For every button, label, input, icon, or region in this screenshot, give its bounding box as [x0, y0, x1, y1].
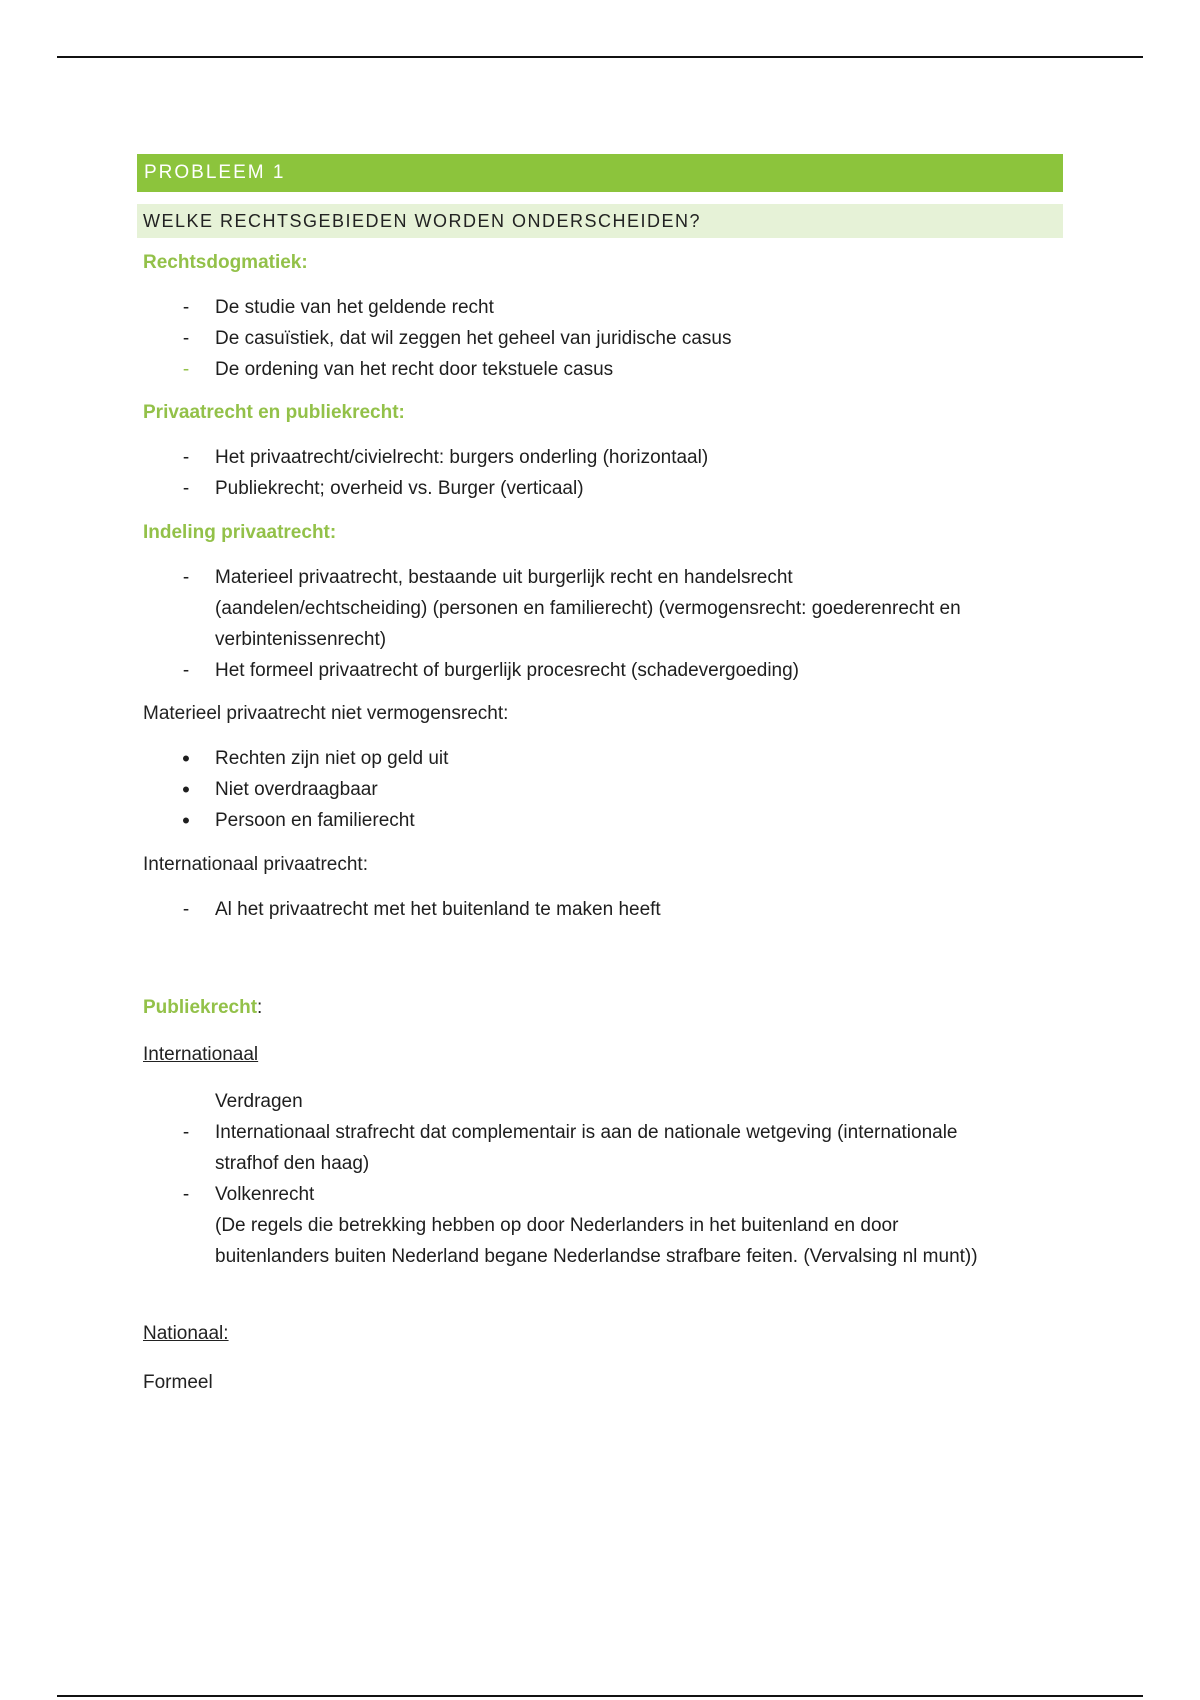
list-item-continuation: verbintenissenrecht): [215, 629, 387, 650]
subsection-title-internationaal: Internationaal: [143, 1044, 259, 1065]
bullet-marker: •: [182, 777, 190, 802]
top-rule: [57, 56, 1143, 58]
list-publiekrecht-internationaal: [137, 1086, 1063, 1272]
list-item: - Al het privaatrecht met het buitenland te maken heeft: [137, 894, 1063, 925]
bullet-marker: •: [182, 808, 190, 833]
dash-marker: -: [182, 1122, 190, 1143]
section-title-privaat-publiek: Privaatrecht en publiekrecht:: [143, 402, 405, 423]
section-title-internationaal-privaat: Internationaal privaatrecht:: [143, 854, 368, 875]
dash-marker: -: [182, 328, 190, 349]
list-item: - Het formeel privaatrecht of burgerlijk procesrecht (schadevergoeding): [137, 655, 1063, 686]
section-title-publiekrecht: Publiekrecht:: [143, 997, 263, 1018]
list-item-continuation: buitenlanders buiten Nederland begane Nederlandse strafbare feiten. (Vervalsing nl munt)): [215, 1246, 978, 1267]
bottom-rule: [57, 1695, 1143, 1697]
list-item-continuation: (aandelen/echtscheiding) (personen en familierecht) (vermogensrecht: goederenrecht en: [215, 598, 961, 619]
dash-marker: -: [182, 1184, 190, 1205]
list-internationaal-privaat: [137, 894, 1063, 925]
list-rechtsdogmatiek: [137, 292, 1063, 385]
section-title-niet-vermogensrecht: Materieel privaatrecht niet vermogensrecht:: [143, 703, 509, 724]
dash-marker: -: [182, 899, 190, 920]
list-item: Verdragen: [215, 1091, 303, 1112]
list-item: - Internationaal strafrecht dat complementair is aan de nationale wetgeving (internationale: [137, 1117, 1063, 1148]
list-item: • Persoon en familierecht: [137, 805, 1063, 836]
list-item-continuation: strafhof den haag): [215, 1153, 370, 1174]
list-item: • Rechten zijn niet op geld uit: [137, 743, 1063, 774]
dash-marker: -: [182, 297, 190, 318]
list-item: • Niet overdraagbaar: [137, 774, 1063, 805]
heading-probleem: PROBLEEM 1: [137, 154, 1063, 192]
list-privaat-publiek: [137, 442, 1063, 504]
dash-marker: -: [182, 660, 190, 681]
subsection-formeel: Formeel: [143, 1372, 213, 1393]
list-item: - De casuïstiek, dat wil zeggen het geheel van juridische casus: [137, 323, 1063, 354]
bullet-marker: •: [182, 746, 190, 771]
list-item: - De ordening van het recht door tekstuele casus: [137, 354, 1063, 385]
subheading-question: WELKE RECHTSGEBIEDEN WORDEN ONDERSCHEIDEN?: [137, 204, 1063, 238]
dash-marker: -: [182, 567, 190, 588]
dash-marker: -: [182, 447, 190, 468]
section-title-indeling: Indeling privaatrecht:: [143, 522, 337, 543]
list-item: - Het privaatrecht/civielrecht: burgers onderling (horizontaal): [137, 442, 1063, 473]
list-item: - Materieel privaatrecht, bestaande uit burgerlijk recht en handelsrecht: [137, 562, 1063, 593]
list-indeling: [137, 562, 1063, 686]
list-item-continuation: (De regels die betrekking hebben op door Nederlanders in het buitenland en door: [215, 1215, 899, 1236]
list-item: - Publiekrecht; overheid vs. Burger (verticaal): [137, 473, 1063, 504]
dash-marker: -: [182, 478, 190, 499]
list-item: - Volkenrecht: [137, 1179, 1063, 1210]
document-body: [137, 154, 1063, 1394]
subsection-title-nationaal: Nationaal:: [143, 1323, 229, 1344]
dash-marker: -: [182, 359, 190, 380]
section-title-rechtsdogmatiek: Rechtsdogmatiek:: [143, 252, 308, 273]
list-item: - De studie van het geldende recht: [137, 292, 1063, 323]
list-niet-vermogensrecht: [137, 743, 1063, 836]
